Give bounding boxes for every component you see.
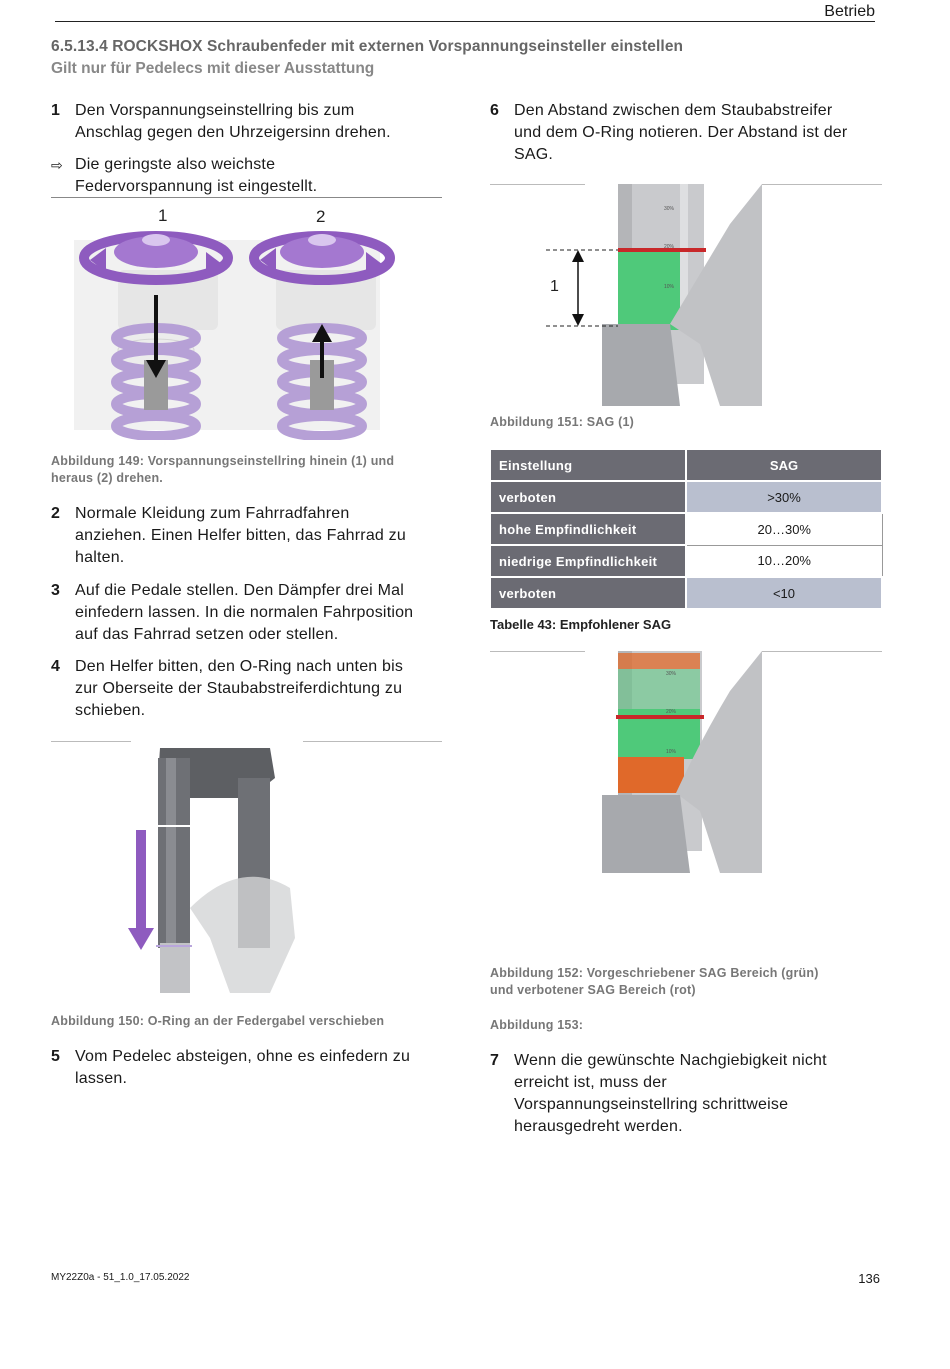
- table-caption: Tabelle 43: Empfohlener SAG: [490, 617, 672, 632]
- step-1: [51, 100, 451, 146]
- table-cell-setting: niedrige Empfindlichkeit: [490, 545, 686, 577]
- figure-label-2: 2: [316, 207, 326, 226]
- table-header-setting: Einstellung: [490, 449, 686, 481]
- figure-149-spring-adjuster: [60, 200, 440, 440]
- step-result: [51, 154, 451, 200]
- step-number: 2: [51, 505, 61, 522]
- divider: [490, 651, 585, 652]
- step-number: 6: [490, 102, 500, 119]
- figure-152-caption: Abbildung 152: Vorgeschriebener SAG Bereich (grün) und verbotener SAG Bereich (rot): [490, 966, 819, 997]
- table-header-sag: SAG: [686, 449, 882, 481]
- divider: [51, 741, 131, 742]
- step-text: Vom Pedelec absteigen, ohne es einfedern zu lassen.: [75, 1048, 411, 1087]
- scale-mark-30: 30%: [664, 206, 675, 212]
- step-4: [51, 656, 451, 724]
- scale-mark-10: 10%: [664, 284, 675, 290]
- table-cell-sag: >30%: [686, 481, 882, 513]
- step-number: 4: [51, 658, 61, 675]
- step-7: [490, 1050, 900, 1140]
- divider: [762, 184, 882, 185]
- step-text: Den Abstand zwischen dem Staubabstreifer und dem O-Ring notieren. Der Abstand ist der SAG.: [514, 102, 848, 163]
- table-header-row: [490, 449, 882, 481]
- scale-mark-10: 10%: [666, 749, 677, 755]
- step-number: 5: [51, 1048, 61, 1065]
- figure-151-caption: Abbildung 151: SAG (1): [490, 415, 634, 429]
- divider: [303, 741, 442, 742]
- header-title: Betrieb: [824, 3, 875, 20]
- scale-mark-30: 30%: [666, 671, 677, 677]
- figure-152-sag-range: [580, 651, 770, 873]
- step-5: [51, 1046, 451, 1092]
- section-subtitle: Gilt nur für Pedelecs mit dieser Ausstattung: [51, 60, 375, 77]
- table-row: [490, 545, 882, 577]
- step-6: [490, 100, 900, 168]
- result-arrow-icon: ⇨: [51, 157, 63, 173]
- step-text: Normale Kleidung zum Fahrradfahren anziehen. Einen Helfer bitten, das Fahrrad zu halten.: [75, 505, 406, 566]
- table-cell-setting: hohe Empfindlichkeit: [490, 513, 686, 545]
- figure-label-1: 1: [158, 206, 168, 225]
- sag-table: [489, 448, 883, 610]
- figure-150-fork: [120, 738, 320, 998]
- figure-151-sag-measure: [530, 184, 770, 406]
- scale-mark-20: 20%: [664, 244, 675, 250]
- step-2: [51, 503, 451, 571]
- table-cell-sag: 20…30%: [686, 513, 882, 545]
- table-row: [490, 513, 882, 545]
- page-number: 136: [858, 1271, 880, 1286]
- step-text: Die geringste also weichste Federvorspannung ist eingestellt.: [75, 156, 318, 195]
- step-number: 3: [51, 582, 61, 599]
- step-text: Wenn die gewünschte Nachgiebigkeit nicht erreicht ist, muss der Vorspannungseinstellring schrittweise herausgedreht werden.: [514, 1052, 827, 1135]
- shock-right: [240, 234, 390, 436]
- divider: [51, 197, 442, 198]
- figure-label-1: 1: [550, 278, 559, 295]
- divider: [762, 651, 882, 652]
- section-title: 6.5.13.4 ROCKSHOX Schraubenfeder mit externen Vorspannungseinsteller einstellen: [51, 38, 684, 55]
- table-cell-setting: verboten: [490, 577, 686, 609]
- figure-153-caption: Abbildung 153:: [490, 1018, 584, 1032]
- table-cell-sag: <10: [686, 577, 882, 609]
- figure-150-caption: Abbildung 150: O-Ring an der Federgabel verschieben: [51, 1014, 385, 1028]
- step-number: 1: [51, 102, 61, 119]
- step-text: Auf die Pedale stellen. Den Dämpfer drei Mal einfedern lassen. In die normalen Fahrposition auf das Fahrrad setzen oder stellen.: [75, 582, 414, 643]
- step-3: [51, 580, 451, 648]
- step-number: 7: [490, 1052, 500, 1069]
- step-text: Den Helfer bitten, den O-Ring nach unten bis zur Oberseite der Staubabstreiferdichtung zu schieben.: [75, 658, 404, 719]
- table-cell-sag: 10…20%: [686, 545, 882, 577]
- footer-document-id: MY22Z0a - 51_1.0_17.05.2022: [51, 1272, 190, 1283]
- table-row: [490, 577, 882, 609]
- figure-149-caption: Abbildung 149: Vorspannungseinstellring hinein (1) und heraus (2) drehen.: [51, 454, 395, 485]
- table-cell-setting: verboten: [490, 481, 686, 513]
- header-rule: [55, 21, 875, 22]
- scale-mark-20: 20%: [666, 709, 677, 715]
- step-text: Den Vorspannungseinstellring bis zum Anschlag gegen den Uhrzeigersinn drehen.: [75, 102, 391, 141]
- table-row: [490, 481, 882, 513]
